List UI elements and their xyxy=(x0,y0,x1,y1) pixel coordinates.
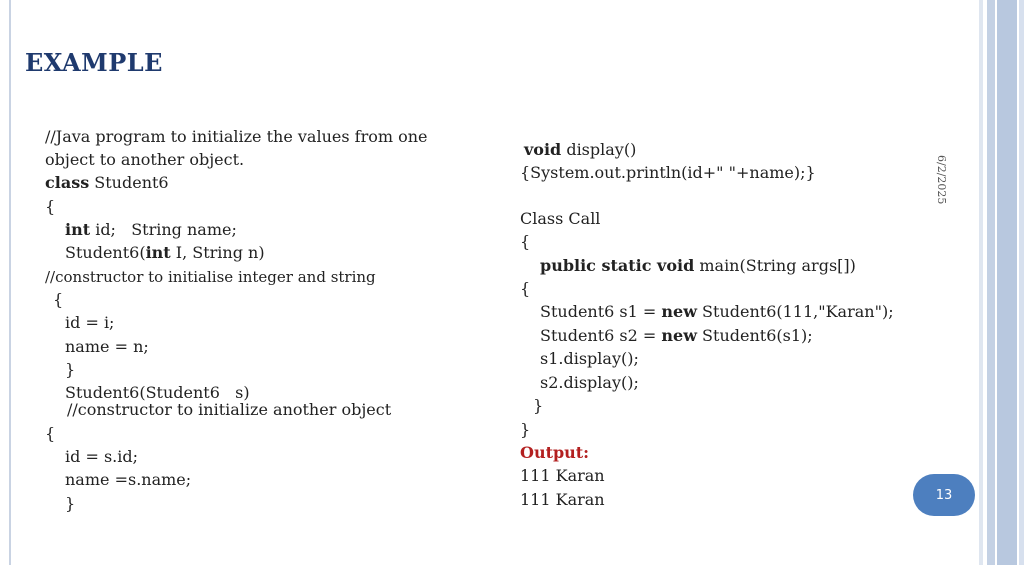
keyword: new xyxy=(661,302,697,321)
code-line: { xyxy=(520,279,531,298)
right-border-stripe-4 xyxy=(1019,0,1024,565)
code-line: s1.display(); xyxy=(540,349,639,368)
code-comment: //constructor to initialise integer and string xyxy=(45,268,376,286)
code-line: id = s.id; xyxy=(65,447,138,466)
keyword: int xyxy=(145,243,171,262)
code-text: id; String name; xyxy=(90,220,237,239)
page-number-badge: 13 xyxy=(913,474,975,516)
code-text: Student6(111,"Karan"); xyxy=(696,302,894,321)
code-text: Student6 s2 = xyxy=(540,326,662,345)
right-border-stripe-3 xyxy=(997,0,1017,565)
keyword: public static void xyxy=(540,256,695,275)
keyword: int xyxy=(65,220,91,239)
slide-title: EXAMPLE xyxy=(25,48,163,77)
code-text: Student6(s1); xyxy=(696,326,813,345)
output-label: Output: xyxy=(520,443,590,462)
right-border-stripe-1 xyxy=(979,0,983,565)
code-line xyxy=(45,173,169,193)
code-comment: //Java program to initialize the values from one xyxy=(45,127,428,146)
right-border-stripe-2 xyxy=(987,0,995,565)
code-line: Student6(Student6 s) xyxy=(65,383,250,402)
left-border-line xyxy=(9,0,11,565)
code-line: } xyxy=(65,360,76,379)
code-line: s2.display(); xyxy=(540,373,639,392)
keyword: new xyxy=(661,326,697,345)
code-text: main(String args[]) xyxy=(694,256,856,275)
code-line: { xyxy=(45,197,56,216)
code-line xyxy=(524,140,636,160)
code-line xyxy=(540,326,813,346)
code-text: Student6( xyxy=(65,243,146,262)
code-line xyxy=(65,243,265,263)
code-comment: object to another object. xyxy=(45,150,245,169)
code-line: { xyxy=(45,424,56,443)
code-line: } xyxy=(65,494,76,513)
code-line: name =s.name; xyxy=(65,470,192,489)
code-line: { xyxy=(53,290,64,309)
code-line: {System.out.println(id+" "+name);} xyxy=(520,163,816,182)
code-text: display() xyxy=(561,140,637,159)
slide-date: 6/2/2025 xyxy=(935,155,948,205)
code-line: } xyxy=(520,420,531,439)
output-line: 111 Karan xyxy=(520,490,605,509)
code-line xyxy=(65,220,237,240)
code-line: name = n; xyxy=(65,337,149,356)
code-line: id = i; xyxy=(65,313,115,332)
code-line: } xyxy=(533,396,544,415)
code-line xyxy=(540,302,894,322)
code-line: Class Call xyxy=(520,209,601,228)
code-comment: //constructor to initialize another object xyxy=(67,400,392,419)
code-line xyxy=(540,256,856,276)
keyword: void xyxy=(524,140,562,159)
code-text: Student6 xyxy=(89,173,169,192)
output-line: 111 Karan xyxy=(520,466,605,485)
code-text: I, String n) xyxy=(170,243,265,262)
code-line: { xyxy=(520,232,531,251)
code-text: Student6 s1 = xyxy=(540,302,662,321)
keyword: class xyxy=(45,173,90,192)
